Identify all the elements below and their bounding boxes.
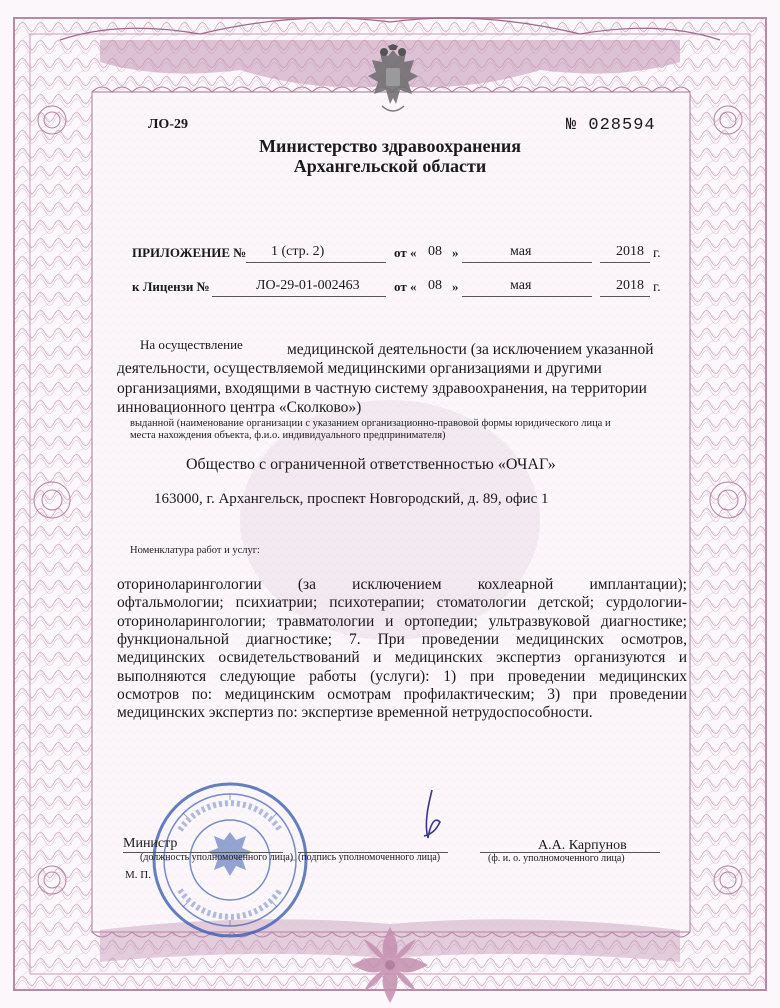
nomenclature-line: выполняются следующие работы (услуги): 1) при проведении медицинских bbox=[117, 667, 687, 685]
signer-position: Министр bbox=[123, 836, 178, 851]
form-series: ЛО-29 bbox=[148, 117, 188, 132]
appendix-month: мая bbox=[510, 244, 532, 259]
nomenclature-line: офтальмологии; психиатрии; психотерапии; стоматологии детской; сурдологии- bbox=[117, 594, 687, 612]
license-year: 2018 bbox=[616, 278, 644, 293]
ministry-title-line2: Архангельской области bbox=[293, 156, 487, 176]
license-day-close: » bbox=[452, 279, 459, 294]
coat-of-arms-emblem bbox=[362, 44, 424, 118]
appendix-number-underline bbox=[246, 262, 386, 263]
license-number: ЛО-29-01-002463 bbox=[256, 278, 360, 293]
license-month-underline bbox=[462, 296, 592, 297]
appendix-number: 1 (стр. 2) bbox=[271, 244, 325, 259]
nomenclature-line: осмотров по: медицинским осмотрам профилактическим; 3) при проведении bbox=[117, 685, 687, 703]
nomenclature-line: медицинских экспертиз по: экспертизе временной нетрудоспособности. bbox=[117, 704, 593, 722]
nomenclature-line: оториноларингологии; травматологии и ортопедии; ультразвуковой диагностике; bbox=[117, 612, 687, 630]
name-note: (ф. и. о. уполномоченного лица) bbox=[488, 853, 625, 864]
activity-prefix: На осуществление bbox=[140, 337, 243, 352]
number-value: 028594 bbox=[588, 116, 656, 135]
issued-note-line-2: места нахождения объекта, ф.и.о. индивидуального предпринимателя) bbox=[130, 430, 446, 441]
nomenclature-line: функциональной диагностике; 7. При проведении медицинских осмотров, bbox=[117, 630, 687, 648]
appendix-day: 08 bbox=[428, 244, 442, 259]
appendix-label: ПРИЛОЖЕНИЕ № bbox=[132, 245, 247, 260]
appendix-year: 2018 bbox=[616, 244, 644, 259]
signature-note: (подпись уполномоченного лица) bbox=[298, 852, 441, 863]
license-year-suffix: г. bbox=[653, 280, 661, 295]
license-day: 08 bbox=[428, 278, 442, 293]
appendix-month-underline bbox=[462, 262, 592, 263]
number-label: № bbox=[566, 116, 578, 135]
ministry-title-line1: Министерство здравоохранения bbox=[259, 136, 521, 156]
organization-address: 163000, г. Архангельск, проспект Новгородский, д. 89, офис 1 bbox=[154, 491, 549, 507]
nomenclature-line: оториноларингологии (за исключением кохлеарной имплантации); bbox=[117, 576, 687, 593]
organization-name: Общество с ограниченной ответственностью «ОЧАГ» bbox=[186, 456, 556, 473]
activity-line-2: деятельности, осуществляемой медицинскими организациями и другими bbox=[117, 360, 602, 377]
license-year-underline bbox=[600, 296, 650, 297]
appendix-date-from: от « bbox=[394, 245, 417, 260]
form-number bbox=[566, 116, 656, 135]
position-note: (должность уполномоченного лица) bbox=[140, 852, 294, 863]
license-number-underline bbox=[212, 296, 386, 297]
stamp-placeholder-label: М. П. bbox=[125, 869, 151, 881]
handwritten-signature bbox=[410, 786, 450, 846]
appendix-year-suffix: г. bbox=[653, 246, 661, 261]
appendix-day-close: » bbox=[452, 245, 459, 260]
nomenclature-line: медицинских освидетельствований и медицинских экспертиз организуются и bbox=[117, 649, 687, 667]
license-label: к Лицензи № bbox=[132, 279, 210, 294]
activity-line-4: инновационного центра «Сколково») bbox=[117, 399, 362, 416]
activity-line-3: организациями, входящими в частную систему здравоохранения, на территории bbox=[117, 380, 647, 397]
activity-line-1: медицинской деятельности (за исключением указанной bbox=[287, 341, 654, 358]
signer-name: А.А. Карпунов bbox=[538, 838, 627, 853]
appendix-year-underline bbox=[600, 262, 650, 263]
nomenclature-label: Номенклатура работ и услуг: bbox=[130, 545, 260, 556]
license-month: мая bbox=[510, 278, 532, 293]
license-date-from: от « bbox=[394, 279, 417, 294]
issued-note-line-1: выданной (наименование организации с указанием организационно-правовой формы юридического лица и bbox=[130, 418, 611, 429]
